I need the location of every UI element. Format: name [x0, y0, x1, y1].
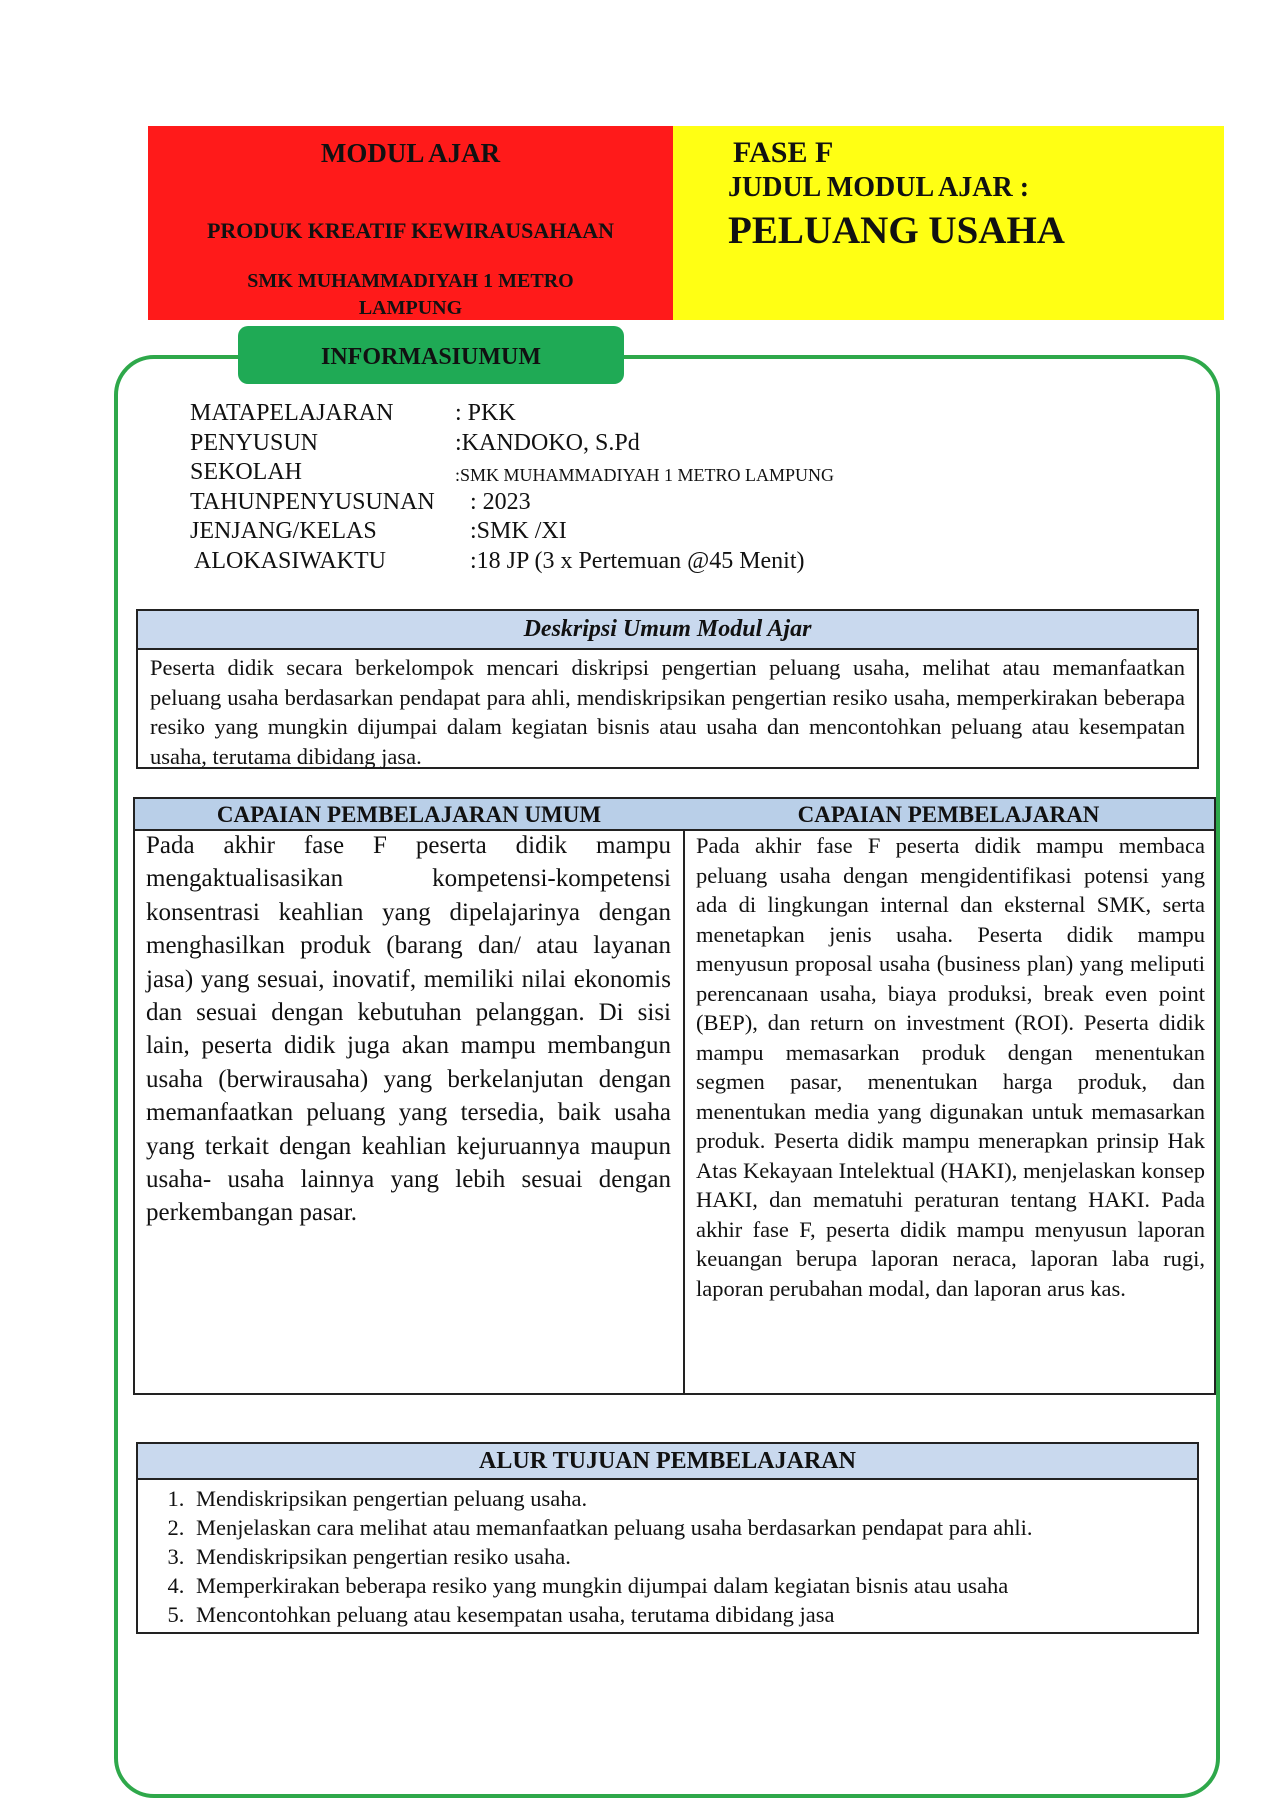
- deskripsi-text: Peserta didik secara berkelompok mencari diskripsi pengertian peluang usaha, melihat atau memanfaatkan peluang usaha berdasarkan pendapat para ahli, mendiskripsikan pengertian resiko usaha, memperkirakan beberapa resiko yang mungkin dijumpai dalam kegiatan bisnis atau usaha dan mencontohkan peluang atau kesempatan usaha, terutama dibidang jasa.: [150, 655, 1185, 769]
- info-key: ALOKASIWAKTU: [194, 547, 386, 574]
- info-value: : 2023: [470, 488, 531, 515]
- info-value: :SMK /XI: [470, 518, 567, 545]
- capaian-header: CAPAIAN PEMBELAJARAN: [683, 799, 1214, 831]
- info-key: JENJANG/KELAS: [190, 518, 377, 545]
- list-item: 2. Menjelaskan cara melihat atau memanfaatkan peluang usaha berdasarkan pendapat para ahli.: [190, 1513, 1197, 1542]
- alur-title: ALUR TUJUAN PEMBELAJARAN: [138, 1444, 1197, 1480]
- info-value: :SMK MUHAMMADIYAH 1 METRO LAMPUNG: [455, 465, 835, 486]
- judul-title: PELUANG USAHA: [728, 209, 1065, 252]
- capaian-umum-header: CAPAIAN PEMBELAJARAN UMUM: [135, 799, 685, 831]
- info-tab: INFORMASIUMUM: [238, 326, 624, 384]
- school-title: SMK MUHAMMADIYAH 1 METRO LAMPUNG: [247, 270, 574, 319]
- info-key: SEKOLAH: [190, 459, 302, 486]
- info-key: TAHUNPENYUSUNAN: [190, 488, 435, 515]
- list-item: 3. Mendiskripsikan pengertian resiko usaha.: [190, 1542, 1197, 1571]
- capaian-umum-text: Pada akhir fase F peserta didik mampu mengaktualisasikan kompetensi-kompetensi konsentrasi keahlian yang dipelajarinya dengan menghasilkan produk (barang dan/ atau layanan jasa) yang sesuai, inovatif, memiliki nilai ekonomis dan sesuai dengan kebutuhan pelanggan. Di sisi lain, peserta didik juga akan mampu membangun usaha (berwirausaha) yang berkelanjutan dengan memanfaatkan peluang yang tersedia, baik usaha yang terkait dengan keahlian kejuruannya maupun usaha- usaha lainnya yang lebih sesuai dengan perkembangan pasar.: [146, 832, 671, 1227]
- alur-list: [138, 1480, 1197, 1629]
- deskripsi-box: [136, 609, 1199, 769]
- deskripsi-title: Deskripsi Umum Modul Ajar: [138, 611, 1197, 650]
- list-item: 5. Mencontohkan peluang atau kesempatan usaha, terutama dibidang jasa: [190, 1600, 1197, 1629]
- list-item: 4. Memperkirakan beberapa resiko yang mungkin dijumpai dalam kegiatan bisnis atau usaha: [190, 1571, 1197, 1600]
- capaian-table: [133, 797, 1216, 1395]
- fase-label: FASE F: [733, 136, 834, 169]
- info-value: :18 JP (3 x Pertemuan @45 Menit): [470, 547, 805, 574]
- info-value: : PKK: [455, 400, 516, 426]
- info-value: :KANDOKO, S.Pd: [455, 429, 640, 456]
- header-right-panel: [673, 126, 1224, 320]
- subject-title: PRODUK KREATIF KEWIRAUSAHAAN: [206, 218, 615, 243]
- alur-table: [136, 1442, 1199, 1634]
- column-divider: [683, 829, 685, 1393]
- capaian-text: Pada akhir fase F peserta didik mampu membaca peluang usaha dengan mengidentifikasi potensi yang ada di lingkungan internal dan eksternal SMK, serta menetapkan jenis usaha. Peserta didik mampu menyusun proposal usaha (business plan) yang meliputi perencanaan usaha, biaya produksi, break even point (BEP), dan return on investment (ROI). Peserta didik mampu memasarkan produk dengan menentukan segmen pasar, menentukan harga produk, dan menentukan media yang digunakan untuk memasarkan produk. Peserta didik mampu menerapkan prinsip Hak Atas Kekayaan Intelektual (HAKI), menjelaskan konsep HAKI, dan mematuhi peraturan tentang HAKI. Pada akhir fase F, peserta didik mampu menyusun laporan keuangan berupa laporan neraca, laporan laba rugi, laporan perubahan modal, dan laporan arus kas.: [696, 833, 1205, 1301]
- modul-title: MODUL AJAR: [320, 138, 501, 168]
- info-key: MATAPELAJARAN: [190, 400, 394, 426]
- list-item: 1. Mendiskripsikan pengertian peluang usaha.: [190, 1484, 1197, 1513]
- info-key: PENYUSUN: [190, 429, 319, 456]
- judul-label: JUDUL MODUL AJAR :: [728, 172, 1030, 203]
- header-left-panel: [148, 126, 673, 320]
